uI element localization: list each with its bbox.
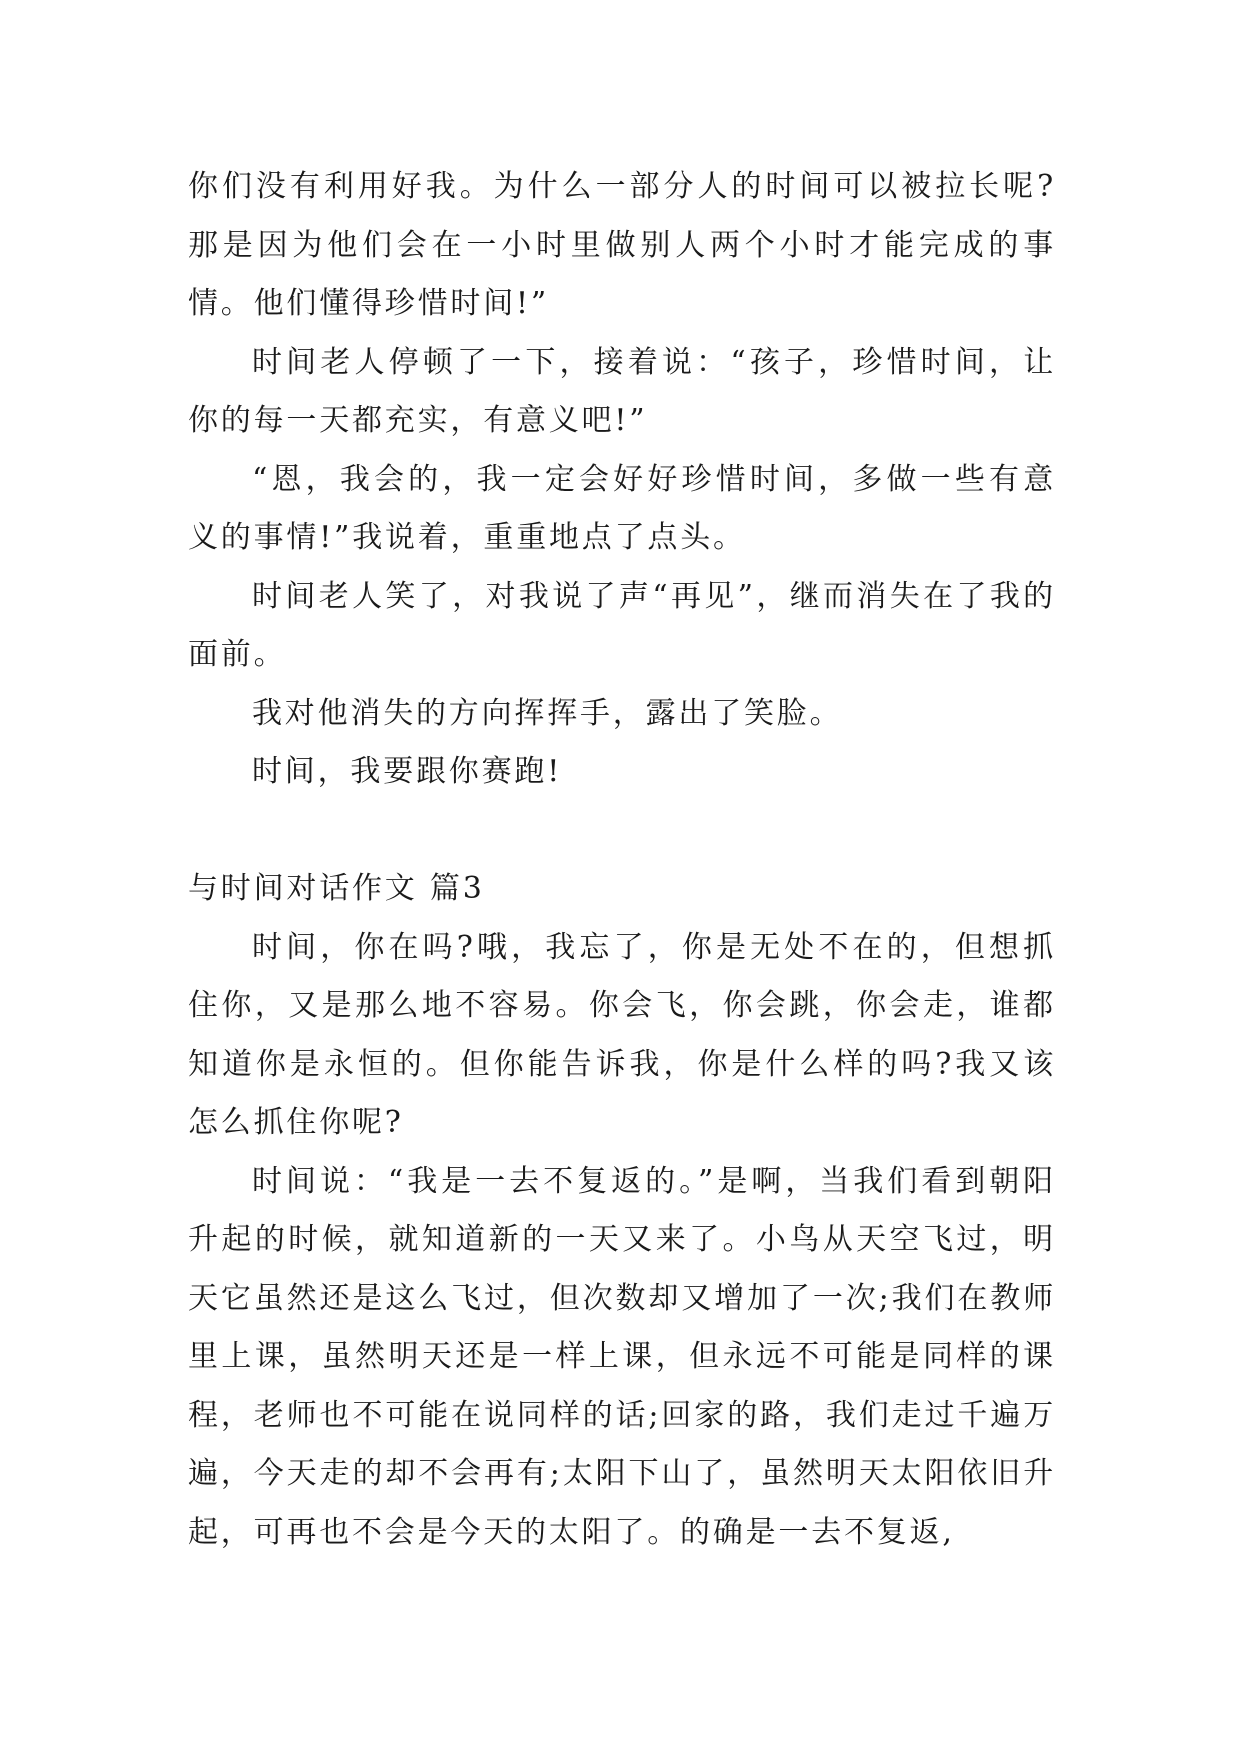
section-heading: 与时间对话作文 篇3 [188, 871, 485, 906]
paragraph: 时间老人停顿了一下，接着说：“孩子，珍惜时间，让你的每一天都充实，有意义吧!” [188, 344, 1056, 438]
paragraph: “恩，我会的，我一定会好好珍惜时间，多做一些有意义的事情!”我说着，重重地点了点头。 [188, 461, 1056, 555]
paragraph: 时间，我要跟你赛跑! [252, 754, 563, 789]
paragraph: 我对他消失的方向挥挥手，露出了笑脸。 [252, 695, 843, 731]
section-spacer [188, 802, 1056, 861]
paragraph: 时间老人笑了，对我说了声“再见”，继而消失在了我的面前。 [188, 578, 1056, 672]
paragraph-continued: 你们没有利用好我。为什么一部分人的时间可以被拉长呢?那是因为他们会在一小时里做别人两个小时才能完成的事情。他们懂得珍惜时间!” [188, 169, 1056, 321]
paragraph: 时间，你在吗?哦，我忘了，你是无处不在的，但想抓住你，又是那么地不容易。你会飞，你会跳，你会走，谁都知道你是永恒的。但你能告诉我，你是什么样的吗?我又该怎么抓住你呢? [188, 929, 1056, 1140]
paragraph: 时间说：“我是一去不复返的。”是啊，当我们看到朝阳升起的时候，就知道新的一天又来了。小鸟从天空飞过，明天它虽然还是这么飞过，但次数却又增加了一次;我们在教师里上课，虽然明天还是一样上课，但永远不可能是同样的课程，老师也不可能在说同样的话;回家的路，我们走过千遍万遍，今天走的却不会再有;太阳下山了，虽然明天太阳依旧升起，可再也不会是今天的太阳了。的确是一去不复返, [188, 1163, 1056, 1550]
document-page [188, 158, 1056, 1562]
